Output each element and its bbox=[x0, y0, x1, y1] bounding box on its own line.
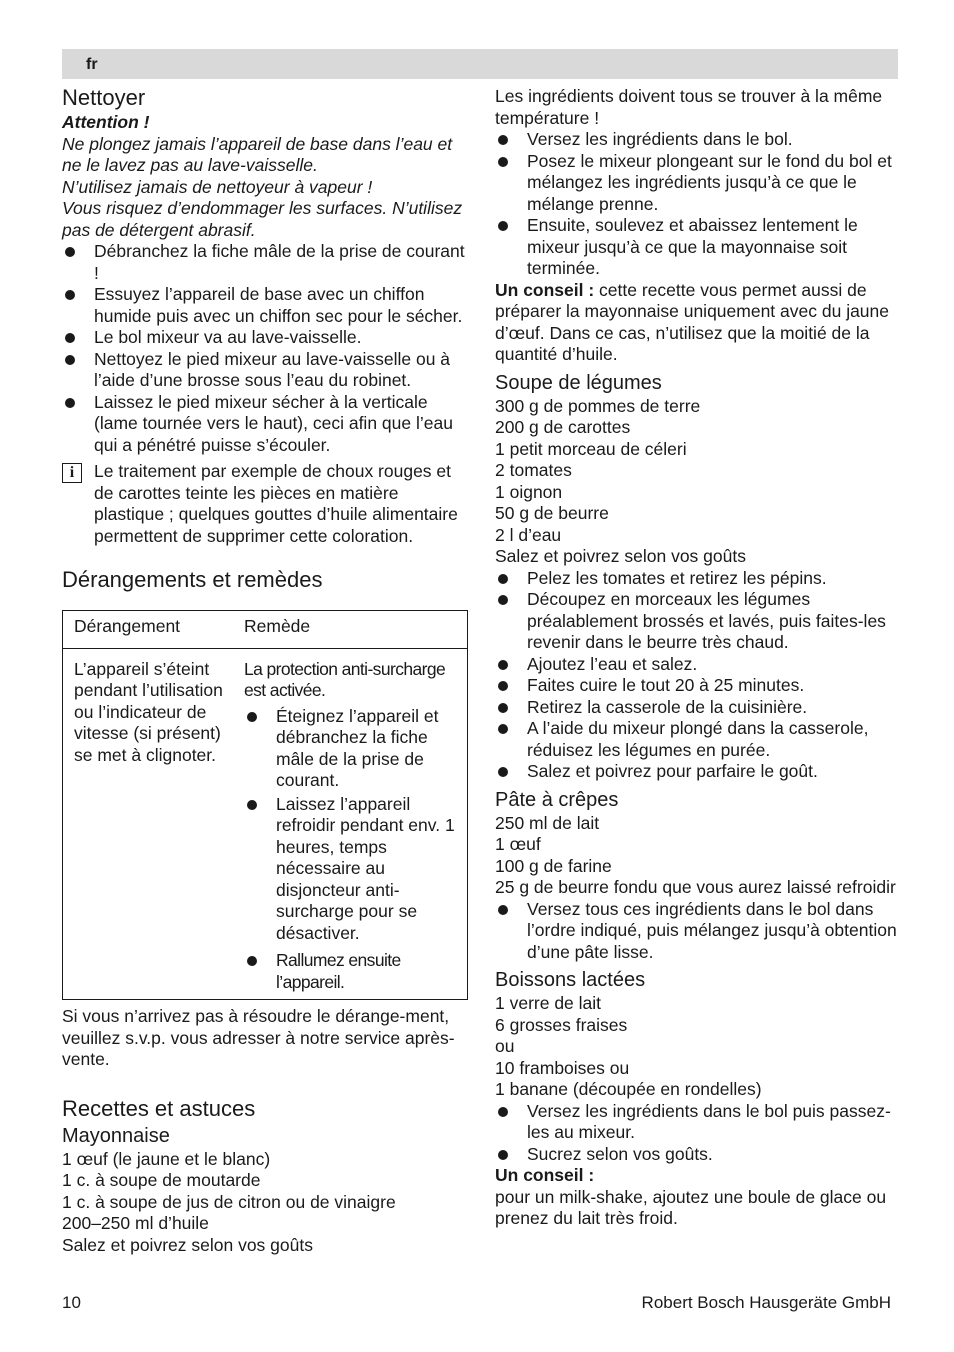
list-item: Essuyez l’appareil de base avec un chiffon humide puis avec un chiffon sec pour le sécher. bbox=[62, 284, 470, 327]
mayonnaise-steps bbox=[495, 129, 898, 280]
warning-text: Vous risquez d’endommager les surfaces. N’utilisez pas de détergent abrasif. bbox=[62, 198, 463, 240]
soupe-steps bbox=[495, 568, 898, 783]
temperature-note: Les ingrédients doivent tous se trouver à la même température ! bbox=[495, 86, 883, 128]
ingredient: 1 verre de lait bbox=[495, 993, 602, 1013]
ingredient: 1 c. à soupe de moutarde bbox=[62, 1170, 261, 1190]
list-item: Retirez la casserole de la cuisinière. bbox=[495, 697, 898, 719]
ingredient: 300 g de pommes de terre bbox=[495, 395, 701, 416]
ingredient: 1 c. à soupe de jus de citron ou de vinaigre bbox=[62, 1191, 396, 1212]
ingredient: 1 petit morceau de céleri bbox=[495, 438, 687, 459]
language-bar bbox=[62, 49, 898, 79]
list-item: Rallumez ensuite l’appareil. bbox=[244, 950, 463, 993]
page-number: 10 bbox=[62, 1293, 81, 1312]
crepes-ingredients bbox=[495, 813, 898, 899]
list-item: Découpez en morceaux les légumes préalablement brossés et lavés, puis faites-les revenir dans le beurre très chaud. bbox=[495, 589, 898, 654]
support-note: Si vous n’arrivez pas à résoudre le dérange-ment, veuillez s.v.p. vous adresser à notre service après-vente. bbox=[62, 1006, 455, 1069]
table-header-remede: Remède bbox=[234, 611, 468, 649]
list-item: Faites cuire le tout 20 à 25 minutes. bbox=[495, 675, 898, 697]
mayonnaise-tip bbox=[495, 280, 898, 366]
list-item: Versez les ingrédients dans le bol. bbox=[495, 129, 898, 151]
list-item: Débranchez la fiche mâle de la prise de courant ! bbox=[62, 241, 470, 284]
remedy-cause: La protection anti-surcharge est activée. bbox=[244, 658, 446, 700]
soupe-ingredients bbox=[495, 396, 898, 568]
right-column bbox=[495, 86, 898, 1230]
list-item: Versez les ingrédients dans le bol puis passez-les au mixeur. bbox=[495, 1101, 898, 1144]
section-title-derangements: Dérangements et remèdes bbox=[62, 567, 323, 592]
tip-label: Un conseil : bbox=[495, 279, 595, 300]
list-item: Laissez l’appareil refroidir pendant env. 1 heures, temps nécessaire au disjoncteur anti-surcharge pour se désactiver. bbox=[244, 794, 463, 945]
company-name: Robert Bosch Hausgeräte GmbH bbox=[641, 1293, 891, 1312]
section-title-recettes: Recettes et astuces bbox=[62, 1095, 256, 1121]
info-text: Le traitement par exemple de choux rouges et de carottes teinte les pièces en matière plastique ; quelques gouttes d’huile alimentaire permettent de supprimer cette coloration. bbox=[94, 461, 458, 546]
crepes-steps bbox=[495, 899, 898, 964]
tip-label: Un conseil : bbox=[495, 1165, 595, 1185]
list-item: Ensuite, soulevez et abaissez lentement le mixeur jusqu’à ce que la mayonnaise soit terminée. bbox=[495, 215, 898, 280]
table-header-derangement: Dérangement bbox=[63, 611, 235, 649]
ingredient: 100 g de farine bbox=[495, 855, 612, 876]
recipe-title-mayonnaise: Mayonnaise bbox=[62, 1124, 170, 1147]
warning-text: Ne plongez jamais l’appareil de base dans l’eau et ne le lavez pas au lave-vaisselle. bbox=[62, 133, 453, 175]
list-item: Éteignez l’appareil et débranchez la fiche mâle de la prise de courant. bbox=[244, 706, 463, 792]
ingredient: 1 oignon bbox=[495, 481, 563, 502]
attention-label: Attention ! bbox=[62, 112, 150, 132]
ingredient: Salez et poivrez selon vos goûts bbox=[495, 546, 746, 566]
ingredient: 250 ml de lait bbox=[495, 812, 600, 833]
remedy-steps bbox=[244, 706, 463, 994]
list-item: Versez tous ces ingrédients dans le bol dans l’ordre indiqué, puis mélangez jusqu’à obtention d’une pâte lisse. bbox=[495, 899, 898, 964]
list-item: Salez et poivrez pour parfaire le goût. bbox=[495, 761, 898, 783]
ingredient: 2 l d’eau bbox=[495, 524, 562, 545]
tip-text: cette recette vous permet aussi de préparer la mayonnaise uniquement avec du jaune d’œuf. Dans ce cas, n’utilisez que la moitié de la quantité d’huile. bbox=[495, 279, 890, 364]
list-item: Pelez les tomates et retirez les pépins. bbox=[495, 568, 898, 590]
ingredient: 1 banane (découpée en rondelles) bbox=[495, 1079, 762, 1099]
ingredient: 50 g de beurre bbox=[495, 503, 609, 523]
ingredient: 2 tomates bbox=[495, 460, 572, 480]
info-note bbox=[62, 461, 470, 547]
section-title-nettoyer: Nettoyer bbox=[62, 85, 146, 110]
list-item: Posez le mixeur plongeant sur le fond du bol et mélangez les ingrédients jusqu’à ce que le mélange prenne. bbox=[495, 151, 898, 216]
list-item: Sucrez selon vos goûts. bbox=[495, 1144, 898, 1166]
info-icon: i bbox=[62, 463, 82, 483]
left-column bbox=[62, 84, 470, 1256]
ingredient: 25 g de beurre fondu que vous aurez laissé refroidir bbox=[495, 877, 896, 897]
list-item: Laissez le pied mixeur sécher à la verticale (lame tournée vers le haut), ceci afin que l’eau qui a pénétré puisse s’écouler. bbox=[62, 392, 470, 457]
cleaning-steps bbox=[62, 241, 470, 456]
ingredient: Salez et poivrez selon vos goûts bbox=[62, 1234, 313, 1255]
mayonnaise-ingredients bbox=[62, 1149, 470, 1257]
boissons-ingredients bbox=[495, 993, 898, 1101]
troubleshooting-table bbox=[62, 610, 468, 1000]
ingredient: 6 grosses fraises bbox=[495, 1014, 628, 1035]
recipe-title-boissons: Boissons lactées bbox=[495, 969, 646, 991]
ingredient: 10 framboises ou bbox=[495, 1057, 630, 1078]
table-cell-remedy bbox=[234, 648, 468, 1000]
list-item: Ajoutez l’eau et salez. bbox=[495, 654, 898, 676]
ingredient: ou bbox=[495, 1036, 515, 1056]
list-item: Nettoyez le pied mixeur au lave-vaisselle ou à l’aide d’une brosse sous l’eau du robinet. bbox=[62, 349, 470, 392]
recipe-title-soupe: Soupe de légumes bbox=[495, 371, 662, 394]
language-label: fr bbox=[86, 56, 98, 73]
boissons-steps bbox=[495, 1101, 898, 1166]
ingredient: 200 g de carottes bbox=[495, 417, 631, 437]
ingredient: 1 œuf bbox=[495, 834, 541, 854]
warning-text: N’utilisez jamais de nettoyeur à vapeur ! bbox=[62, 176, 373, 197]
recipe-title-crepes: Pâte à crêpes bbox=[495, 788, 619, 811]
table-cell-problem: L’appareil s’éteint pendant l’utilisation ou l’indicateur de vitesse (si présent) se met à clignoter. bbox=[63, 648, 235, 1000]
list-item: Le bol mixeur va au lave-vaisselle. bbox=[62, 327, 470, 349]
ingredient: 200–250 ml d’huile bbox=[62, 1213, 209, 1233]
boissons-tip: pour un milk-shake, ajoutez une boule de glace ou prenez du lait très froid. bbox=[495, 1186, 887, 1228]
ingredient: 1 œuf (le jaune et le blanc) bbox=[62, 1148, 271, 1169]
list-item: A l’aide du mixeur plongé dans la casserole, réduisez les légumes en purée. bbox=[495, 718, 898, 761]
